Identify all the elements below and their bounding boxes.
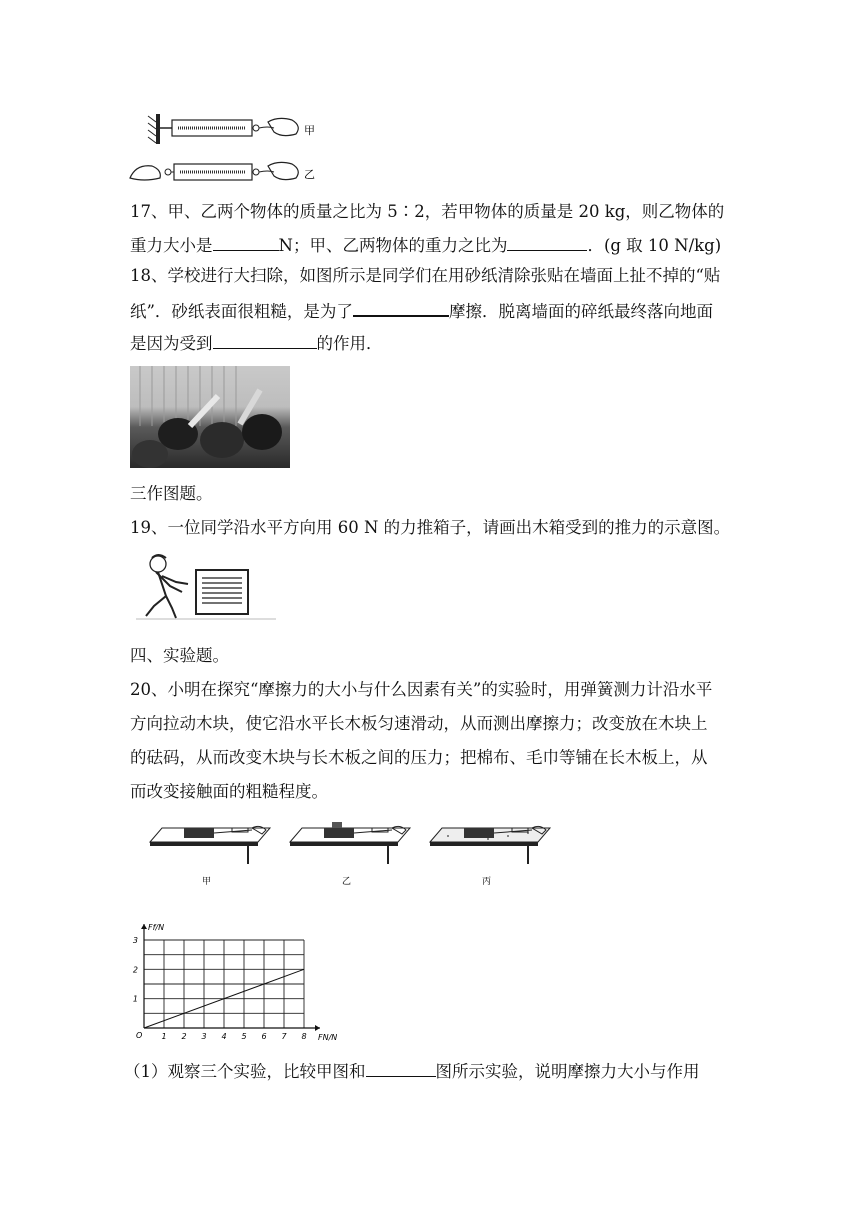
experiment-figures bbox=[148, 806, 560, 896]
x-tick-label: 3 bbox=[201, 1032, 207, 1041]
x-tick-label: 7 bbox=[281, 1032, 287, 1041]
x-tick-label: 4 bbox=[221, 1032, 227, 1041]
q18-text-b: 摩擦．脱离墙面的碎纸最终落向地面 bbox=[448, 302, 713, 321]
section-4-title: 四、实验题。 bbox=[130, 646, 229, 665]
q19-text: 19、一位同学沿水平方向用 60 N 的力推箱子，请画出木箱受到的推力的示意图。 bbox=[130, 518, 731, 537]
q18-text-c: 是因为受到 bbox=[130, 334, 213, 353]
section-3-title: 三作图题。 bbox=[130, 484, 213, 503]
x-axis-label: FN/N bbox=[318, 1033, 338, 1042]
cleaning-photo bbox=[130, 366, 290, 468]
q18-line1: 18、学校进行大扫除，如图所示是同学们在用砂纸清除张贴在墙面上扯不掉的“贴 bbox=[130, 266, 721, 285]
q17-text-a: 重力大小是 bbox=[130, 236, 213, 255]
friction-chart bbox=[126, 914, 346, 1046]
wall-icon bbox=[156, 114, 160, 144]
box-icon bbox=[196, 570, 248, 614]
spring-scale-drawing bbox=[128, 108, 328, 192]
push-box-drawing bbox=[136, 552, 276, 622]
q20-line1: 20、小明在探究“摩擦力的大小与什么因素有关”的实验时，用弹簧测力计沿水平 bbox=[130, 680, 713, 699]
x-tick-label: 2 bbox=[181, 1032, 187, 1041]
q17-line2 bbox=[130, 232, 721, 258]
push-box-figure bbox=[136, 552, 276, 622]
q20-sub1-blank[interactable] bbox=[366, 1058, 436, 1077]
y-tick-label: 2 bbox=[132, 965, 138, 975]
q20-line4: 而改变接触面的粗糙程度。 bbox=[130, 782, 328, 801]
q18-text-a: 纸”．砂纸表面很粗糙，是为了 bbox=[130, 302, 353, 321]
x-tick-label: 1 bbox=[161, 1032, 167, 1041]
friction-chart-svg bbox=[126, 914, 346, 1046]
q17-blank-2[interactable] bbox=[507, 232, 587, 251]
q20-line2: 方向拉动木块，使它沿水平长木板匀速滑动，从而测出摩擦力；改变放在木块上 bbox=[130, 714, 708, 733]
q20-sub1 bbox=[124, 1058, 700, 1084]
q17-text-b: N；甲、乙两物体的重力之比为 bbox=[278, 236, 508, 255]
fig-label-jia: 甲 bbox=[202, 877, 212, 887]
x-tick-label: 5 bbox=[241, 1032, 247, 1041]
table-bing bbox=[430, 826, 550, 887]
q18-blank-1[interactable] bbox=[353, 297, 449, 317]
hand-icon bbox=[130, 166, 160, 180]
q18-line3 bbox=[130, 330, 383, 356]
table-yi bbox=[290, 822, 410, 887]
photo-drawing bbox=[130, 366, 290, 468]
q17-blank-1[interactable] bbox=[213, 232, 279, 251]
y-tick-label: 3 bbox=[132, 936, 138, 945]
hand-icon bbox=[268, 118, 298, 135]
y-tick-label: 1 bbox=[132, 994, 138, 1004]
q17-text-c: ．(g 取 10 N/kg) bbox=[587, 236, 722, 255]
hand-icon bbox=[268, 162, 298, 179]
q20-line3: 的砝码，从而改变木块与长木板之间的压力；把棉布、毛巾等铺在长木板上，从 bbox=[130, 748, 708, 767]
x-tick-label: 8 bbox=[301, 1032, 307, 1041]
q18-blank-2[interactable] bbox=[213, 330, 317, 349]
label-yi: 乙 bbox=[304, 168, 315, 181]
table-jia bbox=[150, 826, 270, 887]
fig-label-bing: 丙 bbox=[482, 877, 492, 887]
y-axis-arrow bbox=[141, 924, 147, 929]
x-tick-label: 6 bbox=[261, 1032, 267, 1041]
q17-line1: 17、甲、乙两个物体的质量之比为 5∶2，若甲物体的质量是 20 kg，则乙物体的 bbox=[130, 202, 725, 221]
q18-text-d: 的作用． bbox=[316, 334, 383, 353]
y-axis-label: Ff/N bbox=[148, 923, 165, 932]
label-jia: 甲 bbox=[304, 124, 315, 137]
q20-sub1-text-a: （1）观察三个实验，比较甲图和 bbox=[124, 1062, 366, 1081]
origin-label: O bbox=[136, 1031, 143, 1040]
experiment-drawing bbox=[148, 806, 560, 896]
x-axis-arrow bbox=[315, 1025, 320, 1031]
spring-scale-figure bbox=[128, 108, 328, 192]
fig-label-yi: 乙 bbox=[342, 877, 352, 887]
boy-icon bbox=[150, 556, 166, 572]
q18-line2 bbox=[130, 297, 713, 324]
q20-sub1-text-b: 图所示实验，说明摩擦力大小与作用 bbox=[435, 1062, 700, 1081]
